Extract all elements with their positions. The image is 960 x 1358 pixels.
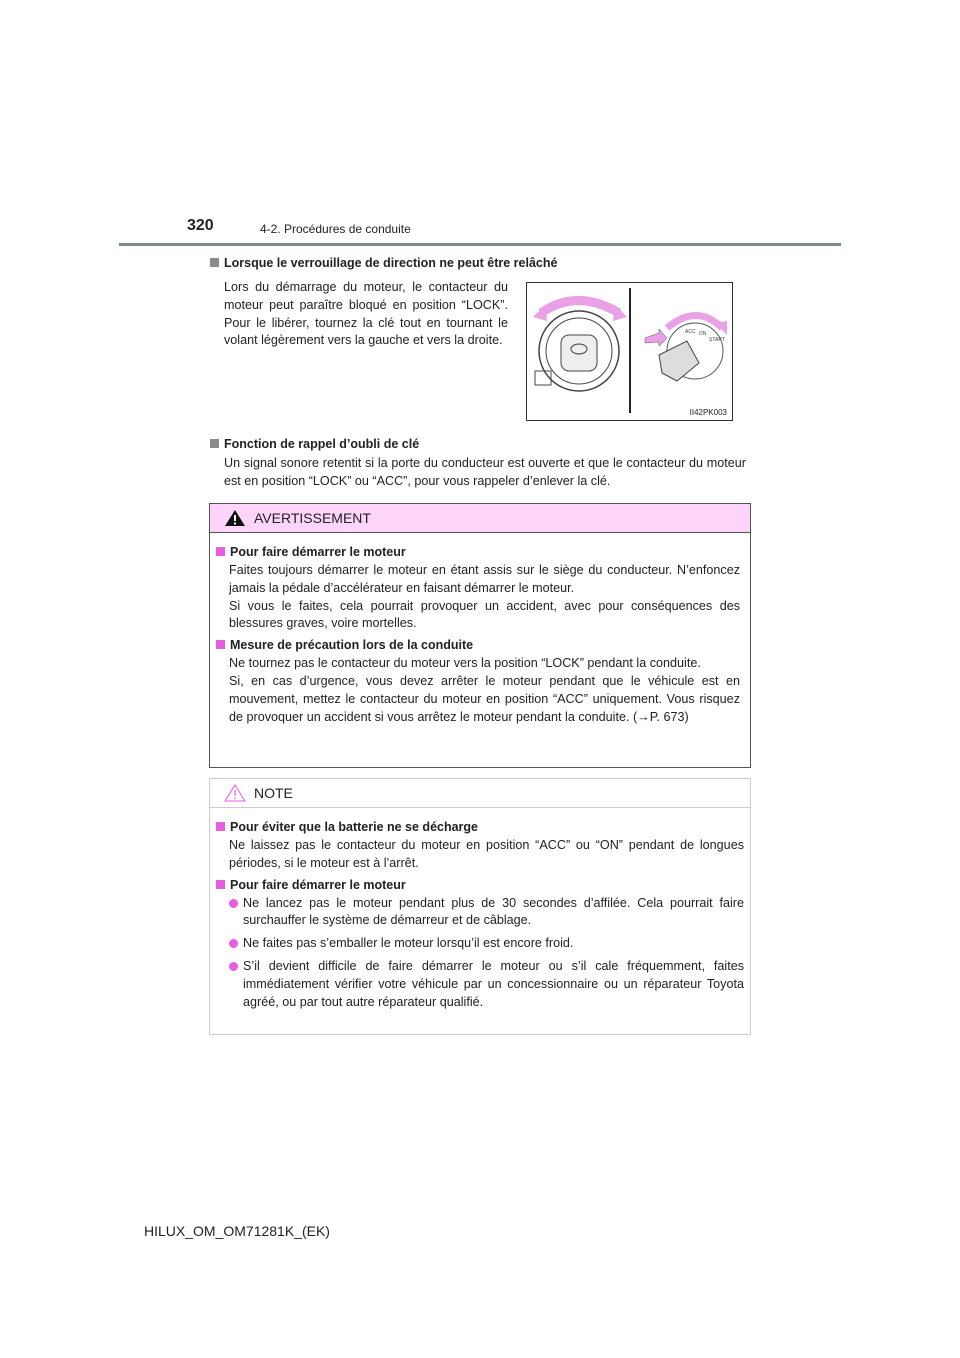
figure-steering-key: [526, 282, 733, 421]
footer-doc-id: HILUX_OM_OM71281K_(EK): [144, 1223, 330, 1239]
square-bullet-icon: [216, 547, 225, 556]
heading-text: Lorsque le verrouillage de direction ne peut être relâché: [224, 256, 558, 270]
square-bullet-icon: [216, 822, 225, 831]
bullet-text: Ne lancez pas le moteur pendant plus de 30 secondes d’affilée. Cela pourrait faire surchauffer le système de démarreur et de câblage.: [243, 895, 744, 928]
warning-header: [210, 504, 750, 533]
warning-item-body: Ne tournez pas le contacteur du moteur vers la position “LOCK” pendant la conduite.: [229, 656, 701, 671]
heading-text: Mesure de précaution lors de la conduite: [230, 638, 474, 653]
warning-item-heading: [216, 638, 740, 652]
heading-text: Fonction de rappel d’oubli de clé: [224, 437, 420, 451]
bullet-text: Ne faites pas s’emballer le moteur lorsqu’il est encore froid.: [243, 936, 574, 951]
note-bullet: [229, 958, 744, 1011]
warning-title: AVERTISSEMENT: [254, 510, 371, 526]
bullet-text: S’il devient difficile de faire démarrer le moteur ou s’il cale fréquemment, faites immédiatement vérifier votre véhicule par un concessionnaire ou un réparateur Toyota agréé, ou par tout autre réparateur qualifié.: [243, 958, 744, 1009]
heading-text: Pour faire démarrer le moteur: [230, 877, 406, 892]
heading-key-reminder: [210, 437, 419, 451]
heading-steering-lock: [210, 256, 557, 270]
page-number: 320: [187, 217, 214, 234]
note-item-body: Ne laissez pas le contacteur du moteur en position “ACC” ou “ON” pendant de longues périodes, si le moteur est à l’arrêt.: [229, 838, 744, 870]
svg-text:START: START: [709, 337, 725, 343]
steering-wheel-key-illustration: [527, 283, 732, 420]
note-title: NOTE: [254, 785, 293, 801]
note-item-heading: [216, 878, 744, 892]
square-bullet-icon: [216, 880, 225, 889]
note-bullet: [229, 895, 744, 931]
note-header: [210, 779, 750, 808]
svg-text:ON: ON: [699, 331, 707, 337]
dot-bullet-icon: [229, 939, 238, 948]
acc-label: ACC: [685, 329, 696, 335]
square-bullet-icon: [210, 439, 219, 448]
note-bullet: [229, 935, 744, 953]
warning-item-body2: Si vous le faites, cela pourrait provoquer un accident, avec pour conséquences des blessures graves, voire mortelles.: [229, 598, 740, 631]
note-item-heading: [216, 820, 744, 834]
section-title: 4-2. Procédures de conduite: [260, 222, 411, 236]
heading-text: Pour faire démarrer le moteur: [230, 545, 406, 559]
square-bullet-icon: [216, 640, 225, 649]
key-reminder-body: Un signal sonore retentit si la porte du conducteur est ouverte et que le contacteur du moteur est en position “LOCK” ou “ACC”, pour vous rappeler d’enlever la clé.: [224, 456, 746, 488]
warning-item-body2: Si, en cas d’urgence, vous devez arrêter le moteur pendant que le véhicule est en mouvement, mettez le contacteur du moteur en position “ACC” uniquement. Vous risquez de provoquer un accident si vous arrêtez le moteur pendant la conduite. (→P. 673): [229, 673, 740, 724]
figure-code: II42PK003: [689, 408, 727, 417]
square-bullet-icon: [210, 258, 219, 267]
warning-box: [209, 503, 751, 768]
heading-text: Pour éviter que la batterie ne se décharge: [230, 820, 479, 834]
warning-item-body: Faites toujours démarrer le moteur en étant assis sur le siège du conducteur. N’enfoncez jamais la pédale d’accélérateur en faisant démarrer le moteur.: [229, 563, 740, 595]
note-box: [209, 778, 751, 1035]
dot-bullet-icon: [229, 899, 238, 908]
header-rule: [119, 243, 841, 246]
warning-triangle-icon: [224, 509, 246, 527]
dot-bullet-icon: [229, 962, 238, 971]
caution-triangle-icon: [224, 784, 246, 802]
steering-lock-body: Lors du démarrage du moteur, le contacteur du moteur peut paraître bloqué en position “LOCK”. Pour le libérer, tournez la clé tout en tournant le volant légèrement vers la gauche et vers la droite.: [224, 280, 508, 348]
warning-item-heading: [216, 545, 740, 559]
